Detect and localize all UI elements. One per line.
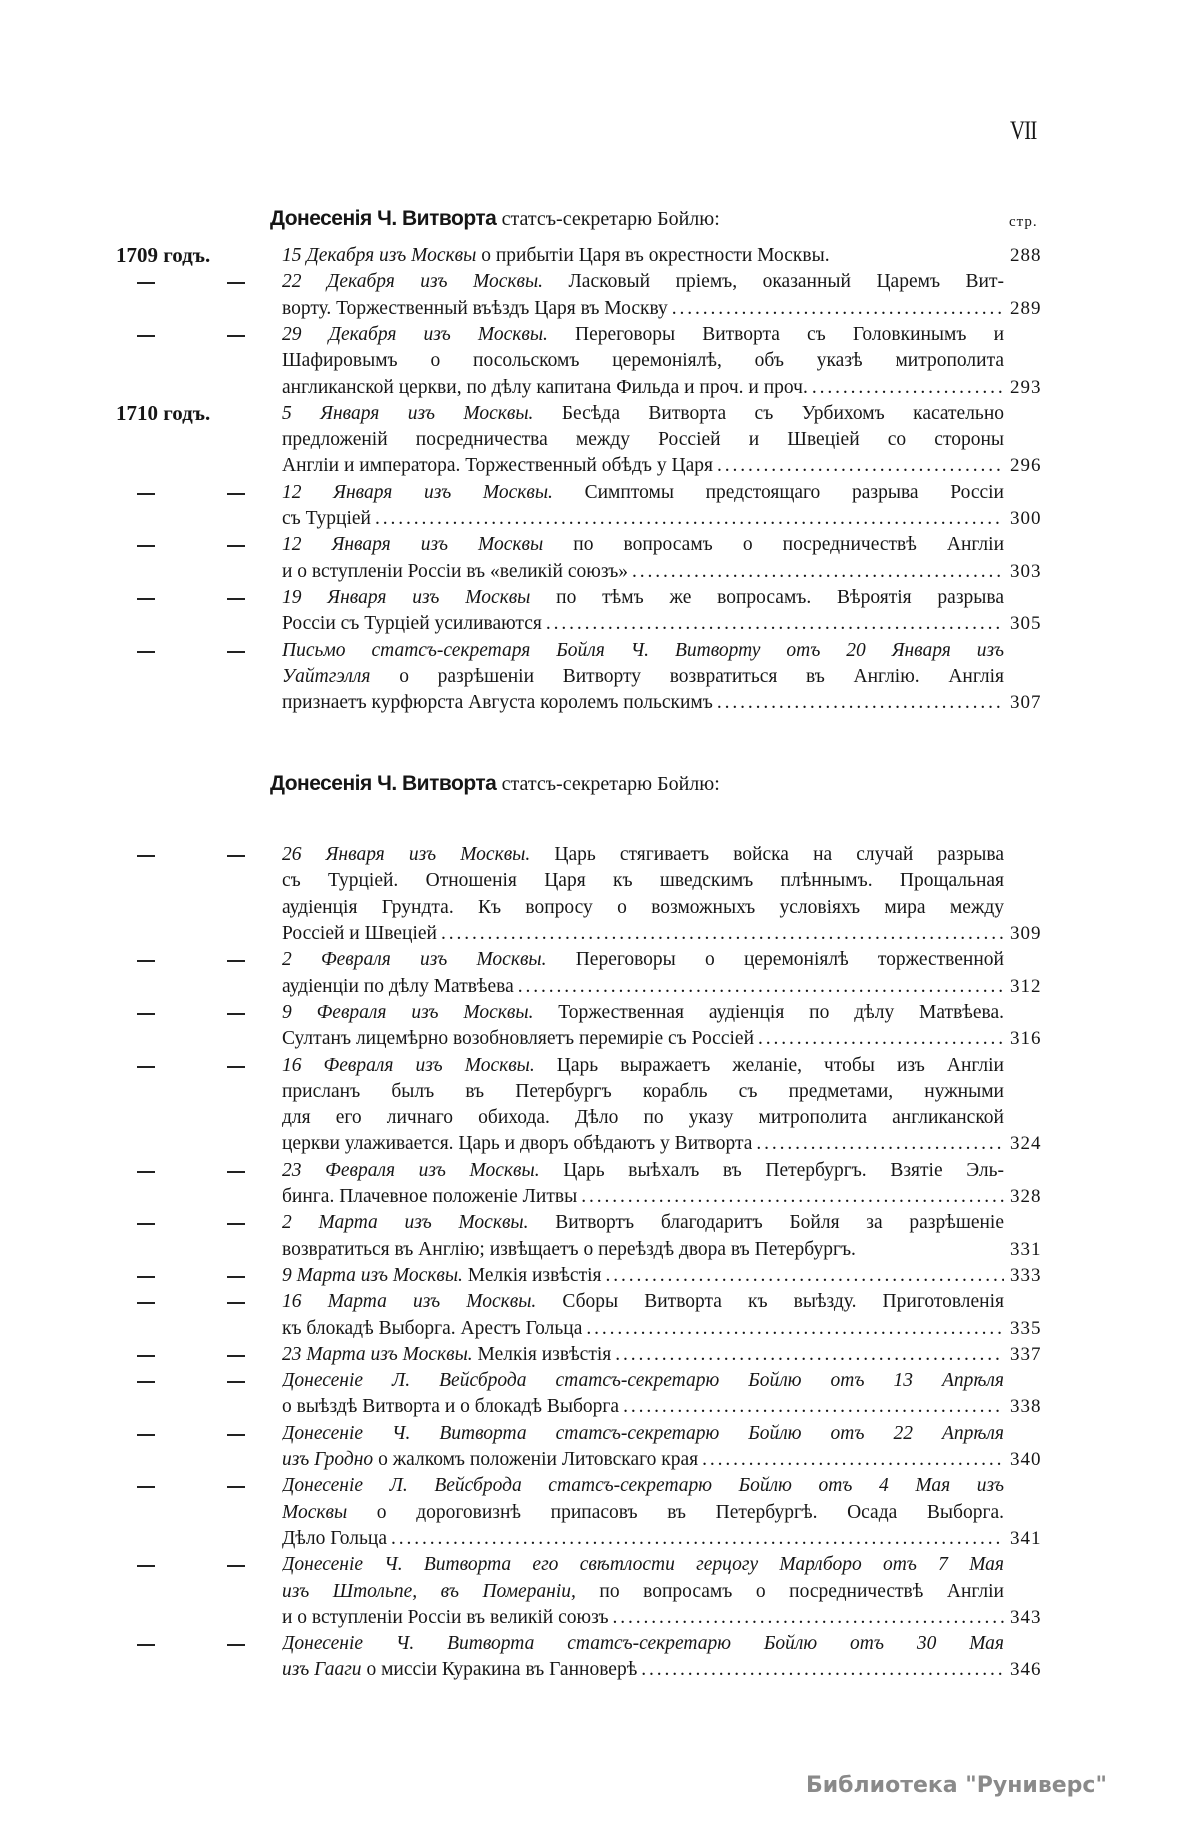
page-reference[interactable]: 324 [1010,1133,1042,1155]
entry-line [282,1183,1004,1210]
entry-line [282,610,1004,637]
page-reference[interactable]: 303 [1010,560,1042,582]
ditto-dash [137,1223,155,1225]
entry-date-italic: 16 Февраля изъ Москвы. [282,1054,535,1076]
entry-text [282,1551,1004,1578]
entry-description: Симптомы предстоящаго разрыва Россіи [552,481,1004,503]
entry-text [282,426,1004,453]
entry-line [282,1578,1004,1605]
entry-description: Витвортъ благодаритъ Бойля за разрѣшеніе [528,1212,1004,1234]
entry-text [282,1130,752,1157]
entry-date-italic: 23 Марта изъ Москвы. [282,1343,473,1365]
entry-line [282,426,1004,453]
entry-text [282,894,1004,921]
entry-description: Бесѣда Витворта съ Урбихомъ касательно [533,402,1004,424]
page-reference[interactable]: 335 [1010,1317,1042,1339]
entry-date-italic: Москвы [282,1501,348,1523]
entry-text [282,1052,1004,1079]
entry-line [282,374,1004,401]
ditto-dash [227,1223,245,1225]
dot-leader [611,1341,1004,1368]
entry-line [282,1262,1004,1289]
entry-description: Шафировымъ о посольскомъ церемоніялѣ, объ указѣ митрополита [282,350,1004,372]
entry-line [282,321,1004,348]
entry-date-italic: изъ Гааги [282,1659,362,1681]
entry-description: Торжественная аудіенція по дѣлу Матвѣева. [533,1001,1004,1023]
entry-line [282,1236,1004,1263]
entry-text [282,973,514,1000]
entry-text [282,841,1004,868]
page-reference[interactable]: 300 [1010,508,1042,529]
entry-line [282,295,1004,322]
dot-leader [619,1393,1004,1420]
entry-description: Англіи и императора. Торжественный обѣдъ у Царя [282,455,713,477]
dot-leader [577,1183,1004,1210]
dot-leader [713,452,1004,479]
dot-leader [698,1446,1004,1473]
dot-leader [754,1025,1004,1052]
entry-text [282,1157,1004,1184]
ditto-dash [227,1066,245,1068]
entry-line [282,946,1004,973]
ditto-dash [227,960,245,962]
entry-line [282,894,1004,921]
entry-text [282,584,1004,611]
entry-text [282,1025,754,1052]
entry-text [282,1078,1004,1105]
entry-line [282,242,1004,269]
entry-text [282,242,830,269]
ditto-dash [227,493,245,495]
entry-text [282,1183,577,1210]
ditto-dash [137,651,155,653]
entry-description: Ласковый пріемъ, оказанный Царемъ Вит- [543,271,1004,293]
year-label: 1709 годъ. [116,243,211,267]
ditto-dash [227,335,245,337]
ditto-dash [227,1486,245,1488]
entry-description: аудіенція Грундта. Къ вопросу о возможныхъ условіяхъ мира между [282,896,1004,918]
ditto-dash [227,1565,245,1567]
page-reference[interactable]: 328 [1010,1186,1042,1207]
entry-text [282,400,1004,427]
entry-description: съ Турціей. Отношенія Царя къ шведскимъ плѣннымъ. Прощальная [282,870,1004,892]
ditto-dash [227,1434,245,1436]
dot-leader [668,295,1004,322]
ditto-dash [137,282,155,284]
ditto-dash [137,1381,155,1383]
entry-date-italic: 12 Января изъ Москвы [282,534,544,556]
page-reference[interactable]: 331 [1010,1238,1042,1260]
entry-description: ворту. Торжественный въѣздъ Царя въ Москву [282,297,668,319]
entry-description: о разрѣшеніи Витворту возвратиться въ Англію. Англія [370,665,1004,687]
entry-description: по тѣмъ же вопросамъ. Вѣроятія разрыва [530,586,1004,608]
entry-description: для его личнаго обихода. Дѣло по указу митрополита англиканской [282,1107,1004,1129]
ditto-dash [227,651,245,653]
ditto-dash [137,493,155,495]
entry-line [282,1499,1004,1526]
entry-description: Мелкія извѣстія [472,1343,612,1365]
page-reference[interactable]: 289 [1010,297,1042,319]
ditto-dash [227,1171,245,1173]
dot-leader [637,1656,1004,1683]
section-heading-1 [270,206,720,231]
entry-line [282,1341,1004,1368]
entry-description: и о вступленіи Россіи въ «великій союзъ» [282,560,629,582]
ditto-dash [137,1434,155,1436]
entry-text [282,1209,1004,1236]
entry-line [282,689,1004,716]
ditto-dash [137,1066,155,1068]
entry-line [282,999,1004,1026]
entry-text [282,1341,611,1368]
entry-line [282,479,1004,506]
dot-leader [582,1315,1004,1342]
entry-description: по вопросамъ о посредничествѣ Англіи [575,1580,1004,1602]
entry-text [282,1420,1004,1447]
ditto-dash [137,960,155,962]
page-reference[interactable]: 341 [1010,1527,1042,1549]
page-reference[interactable]: 296 [1010,455,1042,477]
entry-description: Сборы Витворта къ выѣзду. Приготовленія [536,1291,1004,1313]
dot-leader [542,610,1004,637]
dot-leader [609,1604,1004,1631]
section-heading-normal: статсъ-секретарю Бойлю: [501,773,720,795]
ditto-dash [137,1355,155,1357]
entry-text [282,1393,619,1420]
entry-text [282,374,808,401]
entry-text [282,689,713,716]
entry-line [282,268,1004,295]
ditto-dash [137,1302,155,1304]
entry-date-italic: Донесеніе Ч. Витворта статсъ-секретарю Бойлю отъ 30 Мая [282,1633,1004,1655]
entry-line [282,1446,1004,1473]
dot-leader [628,558,1004,585]
entry-text [282,531,1004,558]
entry-line [282,1025,1004,1052]
year-label: 1710 годъ. [116,400,211,425]
entry-description: по вопросамъ о посредничествѣ Англіи [543,534,1004,556]
dot-leader [808,374,1004,401]
entry-text [282,1472,1004,1499]
ditto-dash [227,1276,245,1278]
dot-leader [602,1262,1005,1289]
entry-text [282,1104,1004,1131]
ditto-dash [227,282,245,284]
entry-date-italic: 15 Декабря изъ Москвы [282,245,477,266]
entry-text [282,920,437,947]
entry-date-italic: 19 Января изъ Москвы [282,586,531,608]
entry-line [282,347,1004,374]
entry-line [282,1656,1004,1683]
entry-text [282,321,1004,348]
entry-description: Мелкія извѣстія [462,1264,602,1286]
entry-text [282,1525,387,1552]
entry-text [282,1315,582,1342]
entry-text [282,505,371,532]
entry-date-italic: Уайтгэлля [282,665,371,687]
entry-text [282,1367,1004,1394]
entry-text [282,999,1004,1026]
entry-date-italic: Донесеніе Л. Вейсброда статсъ-секретарю Бойлю отъ 13 Апрѣля [282,1370,1004,1392]
entry-date-italic: Донесеніе Л. Вейсброда статсъ-секретарю Бойлю отъ 4 Мая изъ [282,1475,1004,1497]
entry-line [282,531,1004,558]
page-reference[interactable]: 293 [1010,376,1042,398]
section-heading-2 [270,771,720,796]
entry-line [282,1367,1004,1394]
entry-description: Царь выражаетъ желаніе, чтобы изъ Англіи [534,1054,1004,1076]
ditto-dash [137,598,155,600]
ditto-dash [227,545,245,547]
ditto-dash [137,1565,155,1567]
entry-line [282,920,1004,947]
ditto-dash [137,855,155,857]
ditto-dash [137,335,155,337]
page-reference[interactable]: 340 [1010,1449,1042,1470]
entry-line [282,400,1004,427]
entry-line [282,973,1004,1000]
entry-date-italic: 26 Января изъ Москвы. [282,844,531,866]
ditto-dash [227,1644,245,1646]
entry-description: и о вступленіи Россіи въ великій союзъ [282,1606,609,1628]
entry-description: Переговоры о церемоніялѣ торжественной [546,949,1004,971]
ditto-dash [227,1302,245,1304]
ditto-dash [137,1276,155,1278]
entry-text [282,268,1004,295]
entry-line [282,1604,1004,1631]
entry-text [282,1604,609,1631]
entry-text [282,1578,1004,1605]
entry-description: Россіи съ Турціей усиливаются [282,613,542,635]
entry-line [282,1315,1004,1342]
page-reference[interactable]: 343 [1010,1606,1042,1628]
entry-line [282,1525,1004,1552]
entry-text [282,1262,602,1289]
ditto-dash [227,598,245,600]
entry-text [282,663,1004,690]
entry-text [282,347,1004,374]
entry-date-italic: 2 Февраля изъ Москвы. [282,949,547,971]
ditto-dash [137,545,155,547]
entry-line [282,867,1004,894]
page-reference[interactable]: 337 [1010,1343,1042,1365]
section-heading-normal: статсъ-секретарю Бойлю: [501,208,720,230]
entry-line [282,663,1004,690]
ditto-dash [137,1486,155,1488]
ditto-dash [137,1644,155,1646]
entry-text [282,637,1004,664]
entry-date-italic: 29 Декабря изъ Москвы. [282,323,548,345]
entry-description: Россіей и Швеціей [282,923,437,944]
entry-text [282,867,1004,894]
entry-line [282,558,1004,585]
entry-description: о прибытіи Царя въ окрестности Москвы. [476,245,830,266]
entry-line [282,1052,1004,1079]
entry-date-italic: 16 Марта изъ Москвы. [282,1291,537,1313]
entry-line [282,1104,1004,1131]
entry-description: Царь выѣхалъ въ Петербургъ. Взятіе Эль- [539,1159,1004,1181]
ditto-dash [227,1013,245,1015]
entry-description: присланъ былъ въ Петербургъ корабль съ предметами, нужными [282,1080,1004,1102]
entry-description: Дѣло Гольца [282,1527,388,1549]
dot-leader [713,689,1004,716]
entry-line [282,1551,1004,1578]
entry-line [282,1078,1004,1105]
entry-text [282,1656,637,1683]
entry-date-italic: 22 Декабря изъ Москвы. [282,271,544,293]
ditto-dash [227,1381,245,1383]
entry-description: предложеній посредничества между Россіей и Швеціей со стороны [282,429,1004,451]
ditto-dash [227,1355,245,1357]
entry-text [282,1499,1004,1526]
page-column-label: стр. [1009,214,1038,230]
entry-line [282,1209,1004,1236]
entry-line [282,584,1004,611]
entry-date-italic: 5 Января изъ Москвы. [282,402,534,424]
entry-text [282,610,542,637]
entry-description: Султанъ лицемѣрно возобновляетъ перемиріе съ Россіей [282,1028,754,1050]
entry-date-italic: изъ Штольпе, въ Помераніи, [282,1580,576,1602]
entry-text [282,1288,1004,1315]
dot-leader [437,920,1004,947]
entry-text [282,1630,1004,1657]
entry-description: признаетъ курфюрста Августа королемъ польскимъ [282,692,713,714]
entry-text [282,1446,698,1473]
section-heading-bold: Донесенія Ч. Витворта [270,772,497,795]
entry-description: къ блокадѣ Выборга. Арестъ Гольца [282,1317,583,1339]
ditto-dash [227,855,245,857]
entry-date-italic: 9 Февраля изъ Москвы. [282,1001,534,1023]
entry-date-italic: 9 Марта изъ Москвы. [282,1264,463,1286]
entry-date-italic: 2 Марта изъ Москвы. [282,1212,529,1234]
entry-text [282,558,628,585]
entry-text [282,1236,856,1263]
page-reference[interactable]: 338 [1010,1396,1042,1418]
entry-line [282,1393,1004,1420]
entry-line [282,1630,1004,1657]
dot-leader [371,505,1004,532]
entry-description: возвратиться въ Англію; извѣщаетъ о переѣздѣ двора въ Петербургъ. [282,1238,856,1260]
entry-date-italic: 12 Января изъ Москвы. [282,481,553,503]
entry-description: о выѣздѣ Витворта и о блокадѣ Выборга [282,1396,620,1418]
entry-date-italic: изъ Гродно [282,1449,374,1470]
page-reference[interactable]: 305 [1010,613,1042,635]
page-reference[interactable]: 288 [1010,245,1042,266]
entry-description: англиканской церкви, по дѣлу капитана Фильда и проч. и проч. [282,376,808,398]
entry-description: церкви улаживается. Царь и дворъ обѣдаютъ у Витворта [282,1133,753,1155]
entry-line [282,1288,1004,1315]
entry-date-italic: 23 Февраля изъ Москвы. [282,1159,540,1181]
entry-description: аудіенціи по дѣлу Матвѣева [282,975,514,997]
page-reference[interactable]: 307 [1010,692,1042,714]
page-reference[interactable]: 309 [1010,923,1042,944]
entry-line [282,1130,1004,1157]
dot-leader [387,1525,1004,1552]
entry-text [282,946,1004,973]
page-reference[interactable]: 312 [1010,975,1042,997]
entry-line [282,1472,1004,1499]
entry-description: о дороговизнѣ припасовъ въ Петербургѣ. Осада Выборга. [347,1501,1004,1523]
entry-line [282,1420,1004,1447]
entry-line [282,1157,1004,1184]
entry-line [282,505,1004,532]
entry-text [282,452,713,479]
entry-description: съ Турціей [282,508,371,529]
entry-line [282,452,1004,479]
page-reference[interactable]: 333 [1010,1264,1042,1286]
ditto-dash [137,1171,155,1173]
page-reference[interactable]: 316 [1010,1028,1042,1050]
dot-leader [752,1130,1004,1157]
entry-description: Переговоры Витворта съ Головкинымъ и [547,323,1004,345]
page-number: VII [1010,116,1037,145]
entry-line [282,841,1004,868]
entry-description: о миссіи Куракина въ Ганноверѣ [361,1659,638,1681]
entry-line [282,637,1004,664]
entry-description: бинга. Плачевное положеніе Литвы [282,1186,578,1207]
entry-description: о жалкомъ положеніи Литовскаго края [373,1449,699,1470]
entry-date-italic: Письмо статсъ-секретаря Бойля Ч. Витворту отъ 20 Января изъ [282,639,1004,661]
entry-text [282,295,668,322]
entry-date-italic: Донесеніе Ч. Витворта его свѣтлости герцогу Марлборо отъ 7 Мая [282,1554,1004,1576]
page-reference[interactable]: 346 [1010,1659,1042,1681]
entry-date-italic: Донесеніе Ч. Витворта статсъ-секретарю Бойлю отъ 22 Апрѣля [282,1422,1004,1444]
watermark: Библиотека "Руниверс" [806,1773,1107,1798]
entry-text [282,479,1004,506]
section-heading-bold: Донесенія Ч. Витворта [270,207,497,230]
dot-leader [514,973,1004,1000]
entry-description: Царь стягиваетъ войска на случай разрыва [530,844,1004,866]
ditto-dash [137,1013,155,1015]
